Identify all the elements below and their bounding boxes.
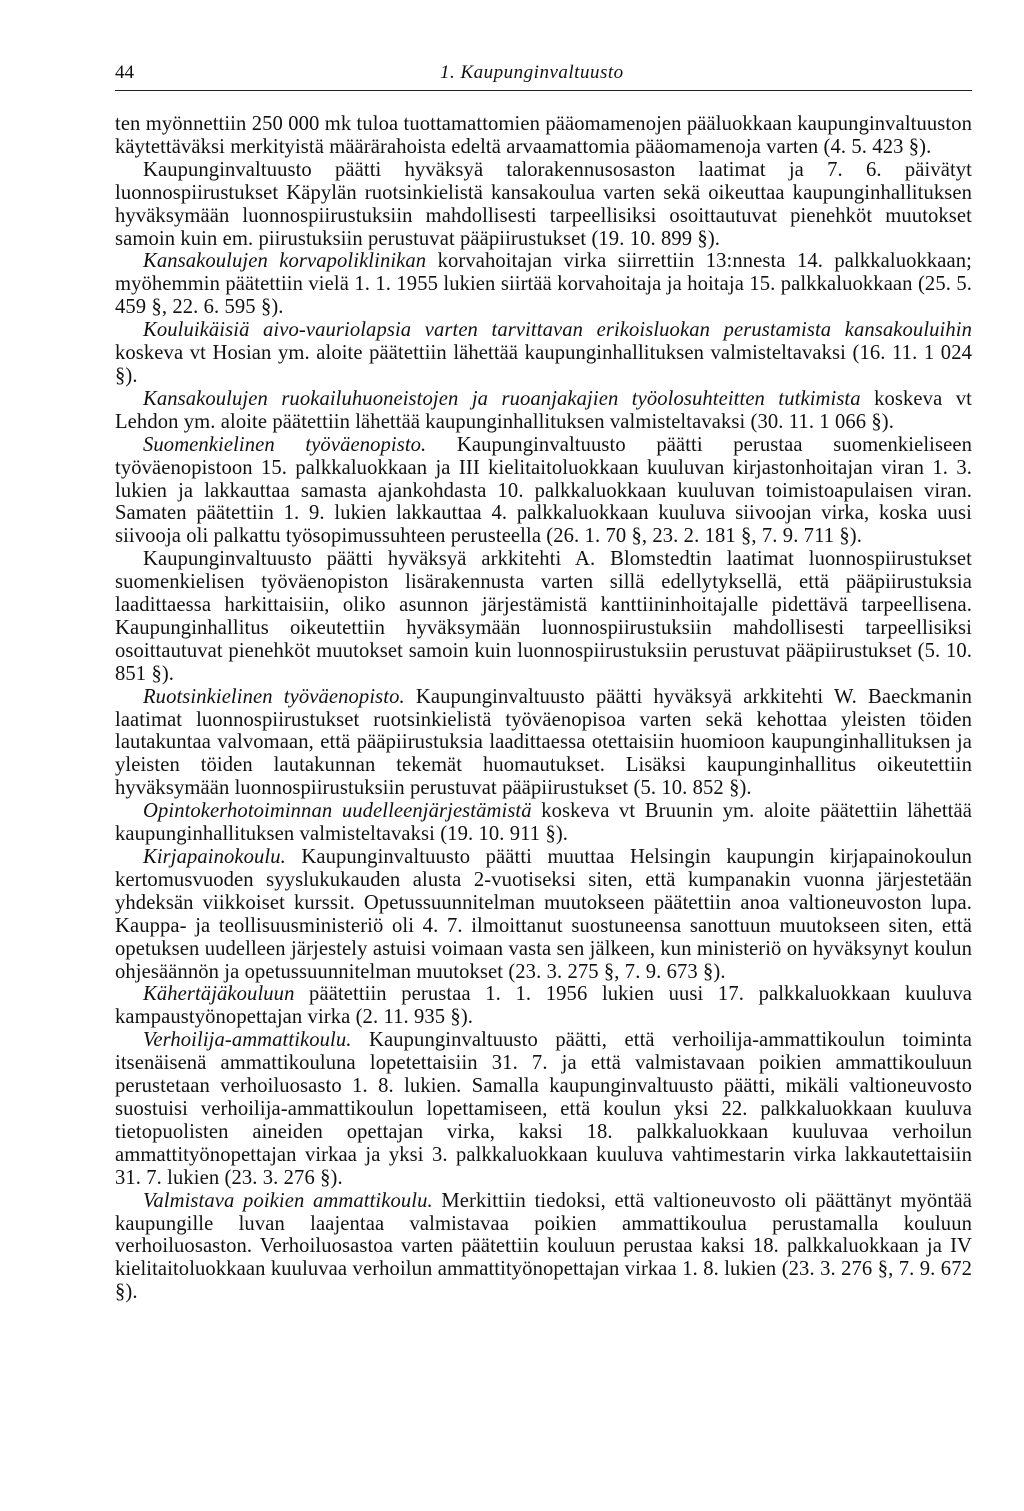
paragraph-text: Kaupunginvaltuusto päätti perustaa suomenkieliseen työväenopistoon 15. palkkaluokkaan ja III kielitaitoluokkaan kuuluvan kirjastonhoitajan viran 1. 3. lukien ja lakkauttaa samasta ajankohdasta 10. palkkaluokkaan kuuluvan toimistoapulaisen viran. Samaten päätettiin 1. 9. lukien lakkauttaa 4. palkkaluokkaan kuuluva siivoojan virka, koska uusi siivooja oli palkattu työsopimussuhteen perusteella (26. 1. 70 §, 23. 2. 181 §, 7. 9. 711 §). (115, 433, 973, 548)
paragraph-heading: Kansakoulujen ruokailuhuoneistojen ja ruoanjakajien työolosuhteitten tutkimista (143, 387, 861, 410)
paragraph (115, 1029, 972, 1189)
paragraph-heading: Valmistava poikien ammattikoulu. (143, 1189, 433, 1212)
paragraph-heading: Kansakoulujen korvapoliklinikan (143, 250, 427, 273)
paragraph (115, 1190, 972, 1305)
paragraph (115, 159, 972, 251)
paragraph (115, 113, 972, 159)
page-number: 44 (115, 62, 134, 83)
paragraph-heading: Kirjapainokoulu. (143, 846, 286, 868)
paragraph-heading: Kouluikäisiä aivo-vauriolapsia varten tarvittavan erikoisluokan perustamista kansakouluihin (143, 319, 972, 342)
paragraph-text: Merkittiin tiedoksi, että valtioneuvosto oli päättänyt myöntää kaupungille luvan laajentaa valmistavaa poikien ammattikoulua perustamalla kouluun verhoiluosaston. Verhoiluosastoa varten päätettiin kouluun perustaa kaksi 18. palkkaluokkaan ja IV kielitaitoluokkaan kuuluvaa verhoilun ammattityönopettajan virkaa 1. 8. lukien (23. 3. 276 §, 7. 9. 672 §). (115, 1189, 972, 1304)
paragraph-heading: Verhoilija-ammattikoulu. (143, 1029, 352, 1052)
paragraph-text: Kaupunginvaltuusto päätti muuttaa Helsingin kaupungin kirjapainokoulun kertomusvuoden syyslukukauden alusta 2-vuotiseksi siten, että kumpanakin vuonna järjestetään yhdeksän viikkoiset kurssit. Opetussuunnitelman muutokseen päätettiin anoa valtioneuvoston lupa. Kauppa- ja teollisuusministeriö oli 4. 7. ilmoittanut suostuneensa sanottuun muutokseen siten, että opetuksen uudelleen järjestely astuisi voimaan vasta sen jälkeen, kun ministeriö on hyväksynyt koulun ohjesäännön ja opetussuunnitelman muutokset (23. 3. 275 §, 7. 9. 673 §). (115, 846, 972, 983)
paragraph-text: Kaupunginvaltuusto päätti hyväksyä arkkitehti A. Blomstedtin laatimat luonnospiirustukset suomenkielisen työväenopiston lisärakennusta varten sillä edellytyksellä, että pääpiirustuksia laadittaessa harkittaisiin, oliko asunnon järjestämistä kanttiininhoitajalle pidettävä tarpeellisena. Kaupunginhallitus oikeutettiin hyväksymään luonnospiirustuksiin mahdollisesti tarpeellisiksi osoittautuvat pienehköt muutokset samoin kuin luonnospiirustuksiin perustuvat pääpiirustukset (5. 10. 851 §). (115, 548, 972, 685)
paragraph-heading: Opintokerhotoiminnan uudelleenjärjestämistä (143, 800, 532, 823)
paragraph-heading: Kähertäjäkouluun (143, 983, 295, 1006)
page-header (115, 62, 972, 91)
paragraph-text: Kaupunginvaltuusto päätti hyväksyä arkkitehti W. Baeckmanin laatimat luonnospiirustukset ruotsinkielistä työväenopisoa varten sekä kehottaa yleisten töiden lautakuntaa valvomaan, että pääpiirustuksia laadittaessa otettaisiin huomioon kaupunginhallituksen ja yleisten töiden lautakunnan tekemät huomautukset. Lisäksi kaupunginhallitus oikeutettiin hyväksymään luonnospiirustuksiin perustuvat pääpiirustukset (5. 10. 852 §). (115, 685, 972, 800)
paragraph-text: Kaupunginvaltuusto päätti hyväksyä talorakennusosaston laatimat ja 7. 6. päivätyt luonnospiirustukset Käpylän ruotsinkielistä kansakoulua varten sekä oikeuttaa kaupunginhallituksen hyväksymään luonnospiirustuksiin mahdollisesti tarpeellisiksi osoittautuvat pienehköt muutokset samoin kuin em. piirustuksiin perustuvat pääpiirustukset (19. 10. 899 §). (115, 158, 972, 250)
paragraph (115, 434, 972, 549)
paragraph-text: päätettiin perustaa 1. 1. 1956 lukien uusi 17. palkkaluokkaan kuuluva kampaustyönopettajan virka (2. 11. 935 §). (115, 983, 972, 1029)
paragraph (115, 686, 972, 801)
paragraph-text: korvahoitajan virka siirrettiin 13:nnesta 14. palkkaluokkaan; myöhemmin päätettiin vielä 1. 1. 1955 lukien siirtää korvahoitaja ja hoitaja 15. palkkaluokkaan (25. 5. 459 §, 22. 6. 595 §). (115, 250, 972, 319)
paragraph-text: ten myönnettiin 250 000 mk tuloa tuottamattomien pääomamenojen pääluokkaan kaupunginvaltuuston käytettäväksi merkityistä määrärahoista edeltä arvaamattomia pääomamenoja varten (4. 5. 423 §). (115, 113, 972, 158)
paragraph-heading: Suomenkielinen työväenopisto. (143, 433, 427, 456)
paragraph (115, 250, 972, 319)
paragraph (115, 846, 972, 983)
paragraph (115, 548, 972, 685)
paragraph (115, 388, 972, 434)
paragraph-text: koskeva vt Bruunin ym. aloite päätettiin lähettää kaupunginhallituksen valmisteltavaksi (19. 10. 911 §). (115, 800, 972, 846)
paragraph-text: koskeva vt Hosian ym. aloite päätettiin lähettää kaupunginhallituksen valmisteltavaksi (16. 11. 1 024 §). (115, 342, 972, 387)
paragraph-heading: Ruotsinkielinen työväenopisto. (143, 685, 405, 708)
paragraph (115, 319, 972, 388)
running-title: 1. Kaupunginvaltuusto (440, 62, 624, 83)
paragraph (115, 983, 972, 1029)
paragraph (115, 800, 972, 846)
paragraph-text: koskeva vt Lehdon ym. aloite päätettiin lähettää kaupunginhallituksen valmisteltavaksi (30. 11. 1 066 §). (115, 387, 972, 433)
paragraph-text: Kaupunginvaltuusto päätti, että verhoilija-ammattikoulun toiminta itsenäisenä ammattikouluna lopetettaisiin 31. 7. ja että valmistavaan poikien ammattikouluun perustetaan verhoiluosasto 1. 8. lukien. Samalla kaupunginvaltuusto päätti, mikäli valtioneuvosto suostuisi verhoilija-ammattikoulun lopettamiseen, että koulun yksi 22. palkkaluokkaan kuuluva tietopuolisten aineiden opettajan virka, kaksi 18. palkkaluokkaan kuuluvaa verhoilun ammattityönopettajan virkaa ja yksi 3. palkkaluokkaan kuuluva vahtimestarin virka lakkautettaisiin 31. 7. lukien (23. 3. 276 §). (115, 1029, 972, 1189)
body-text (115, 113, 972, 1304)
